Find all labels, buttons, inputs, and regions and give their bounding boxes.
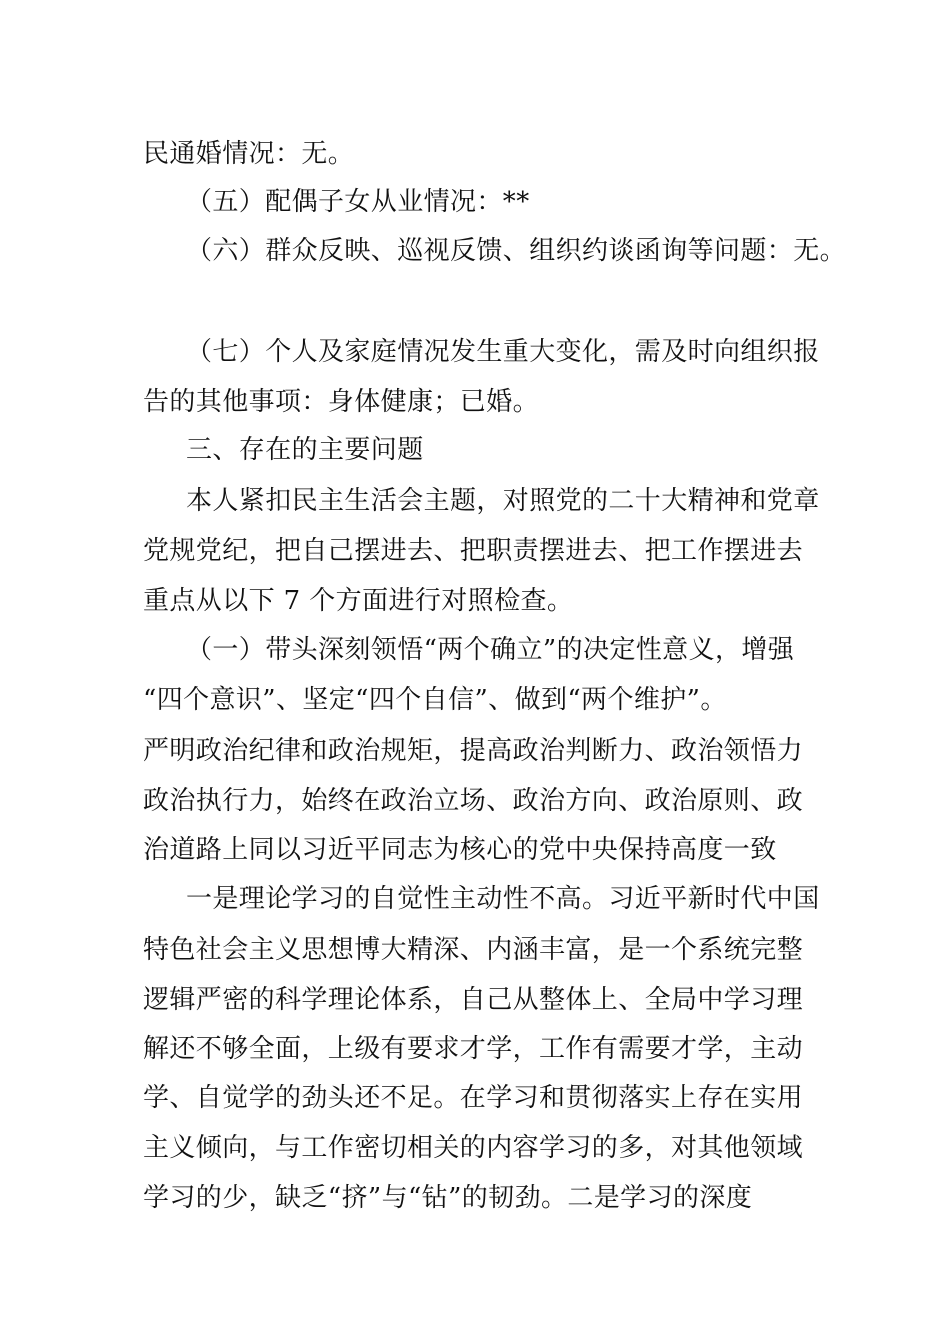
text-line-3: （六）群众反映、巡视反馈、组织约谈函询等问题：无。 — [186, 236, 847, 266]
text-line-10: （一）带头深刻领悟“两个确立”的决定性意义，增强 — [186, 635, 795, 665]
text-line-4: （七）个人及家庭情况发生重大变化，需及时向组织报 — [186, 337, 820, 367]
text-line-17: 逻辑严密的科学理论体系，自己从整体上、全局中学习理 — [143, 985, 804, 1015]
text-line-12: 严明政治纪律和政治规矩，提高政治判断力、政治领悟力 — [143, 736, 804, 766]
section-heading: 三、存在的主要问题 — [186, 435, 424, 465]
text-line-2: （五）配偶子女从业情况：** — [186, 187, 530, 217]
text-line-9: 重点从以下 7 个方面进行对照检查。 — [143, 586, 574, 616]
text-line-5: 告的其他事项：身体健康；已婚。 — [143, 387, 540, 417]
text-line-20: 主义倾向，与工作密切相关的内容学习的多，对其他领域 — [143, 1133, 804, 1163]
text-line-18: 解还不够全面，上级有要求才学，工作有需要才学，主动 — [143, 1034, 804, 1064]
text-line-16: 特色社会主义思想博大精深、内涵丰富，是一个系统完整 — [143, 935, 804, 965]
text-line-15: 一是理论学习的自觉性主动性不高。习近平新时代中国 — [186, 884, 820, 914]
text-line-13: 政治执行力，始终在政治立场、政治方向、政治原则、政 — [143, 786, 804, 816]
text-line-14: 治道路上同以习近平同志为核心的党中央保持高度一致 — [143, 835, 777, 865]
text-line-7: 本人紧扣民主生活会主题，对照党的二十大精神和党章 — [186, 486, 820, 516]
text-line-19: 学、自觉学的劲头还不足。在学习和贯彻落实上存在实用 — [143, 1083, 804, 1113]
text-line-21: 学习的少，缺乏“挤”与“钻”的韧劲。二是学习的深度 — [143, 1183, 753, 1213]
text-line-8: 党规党纪，把自己摆进去、把职责摆进去、把工作摆进去 — [143, 536, 804, 566]
text-line-11: “四个意识”、坚定“四个自信”、做到“两个维护”。 — [143, 685, 727, 715]
text-line-1: 民通婚情况：无。 — [143, 139, 355, 169]
